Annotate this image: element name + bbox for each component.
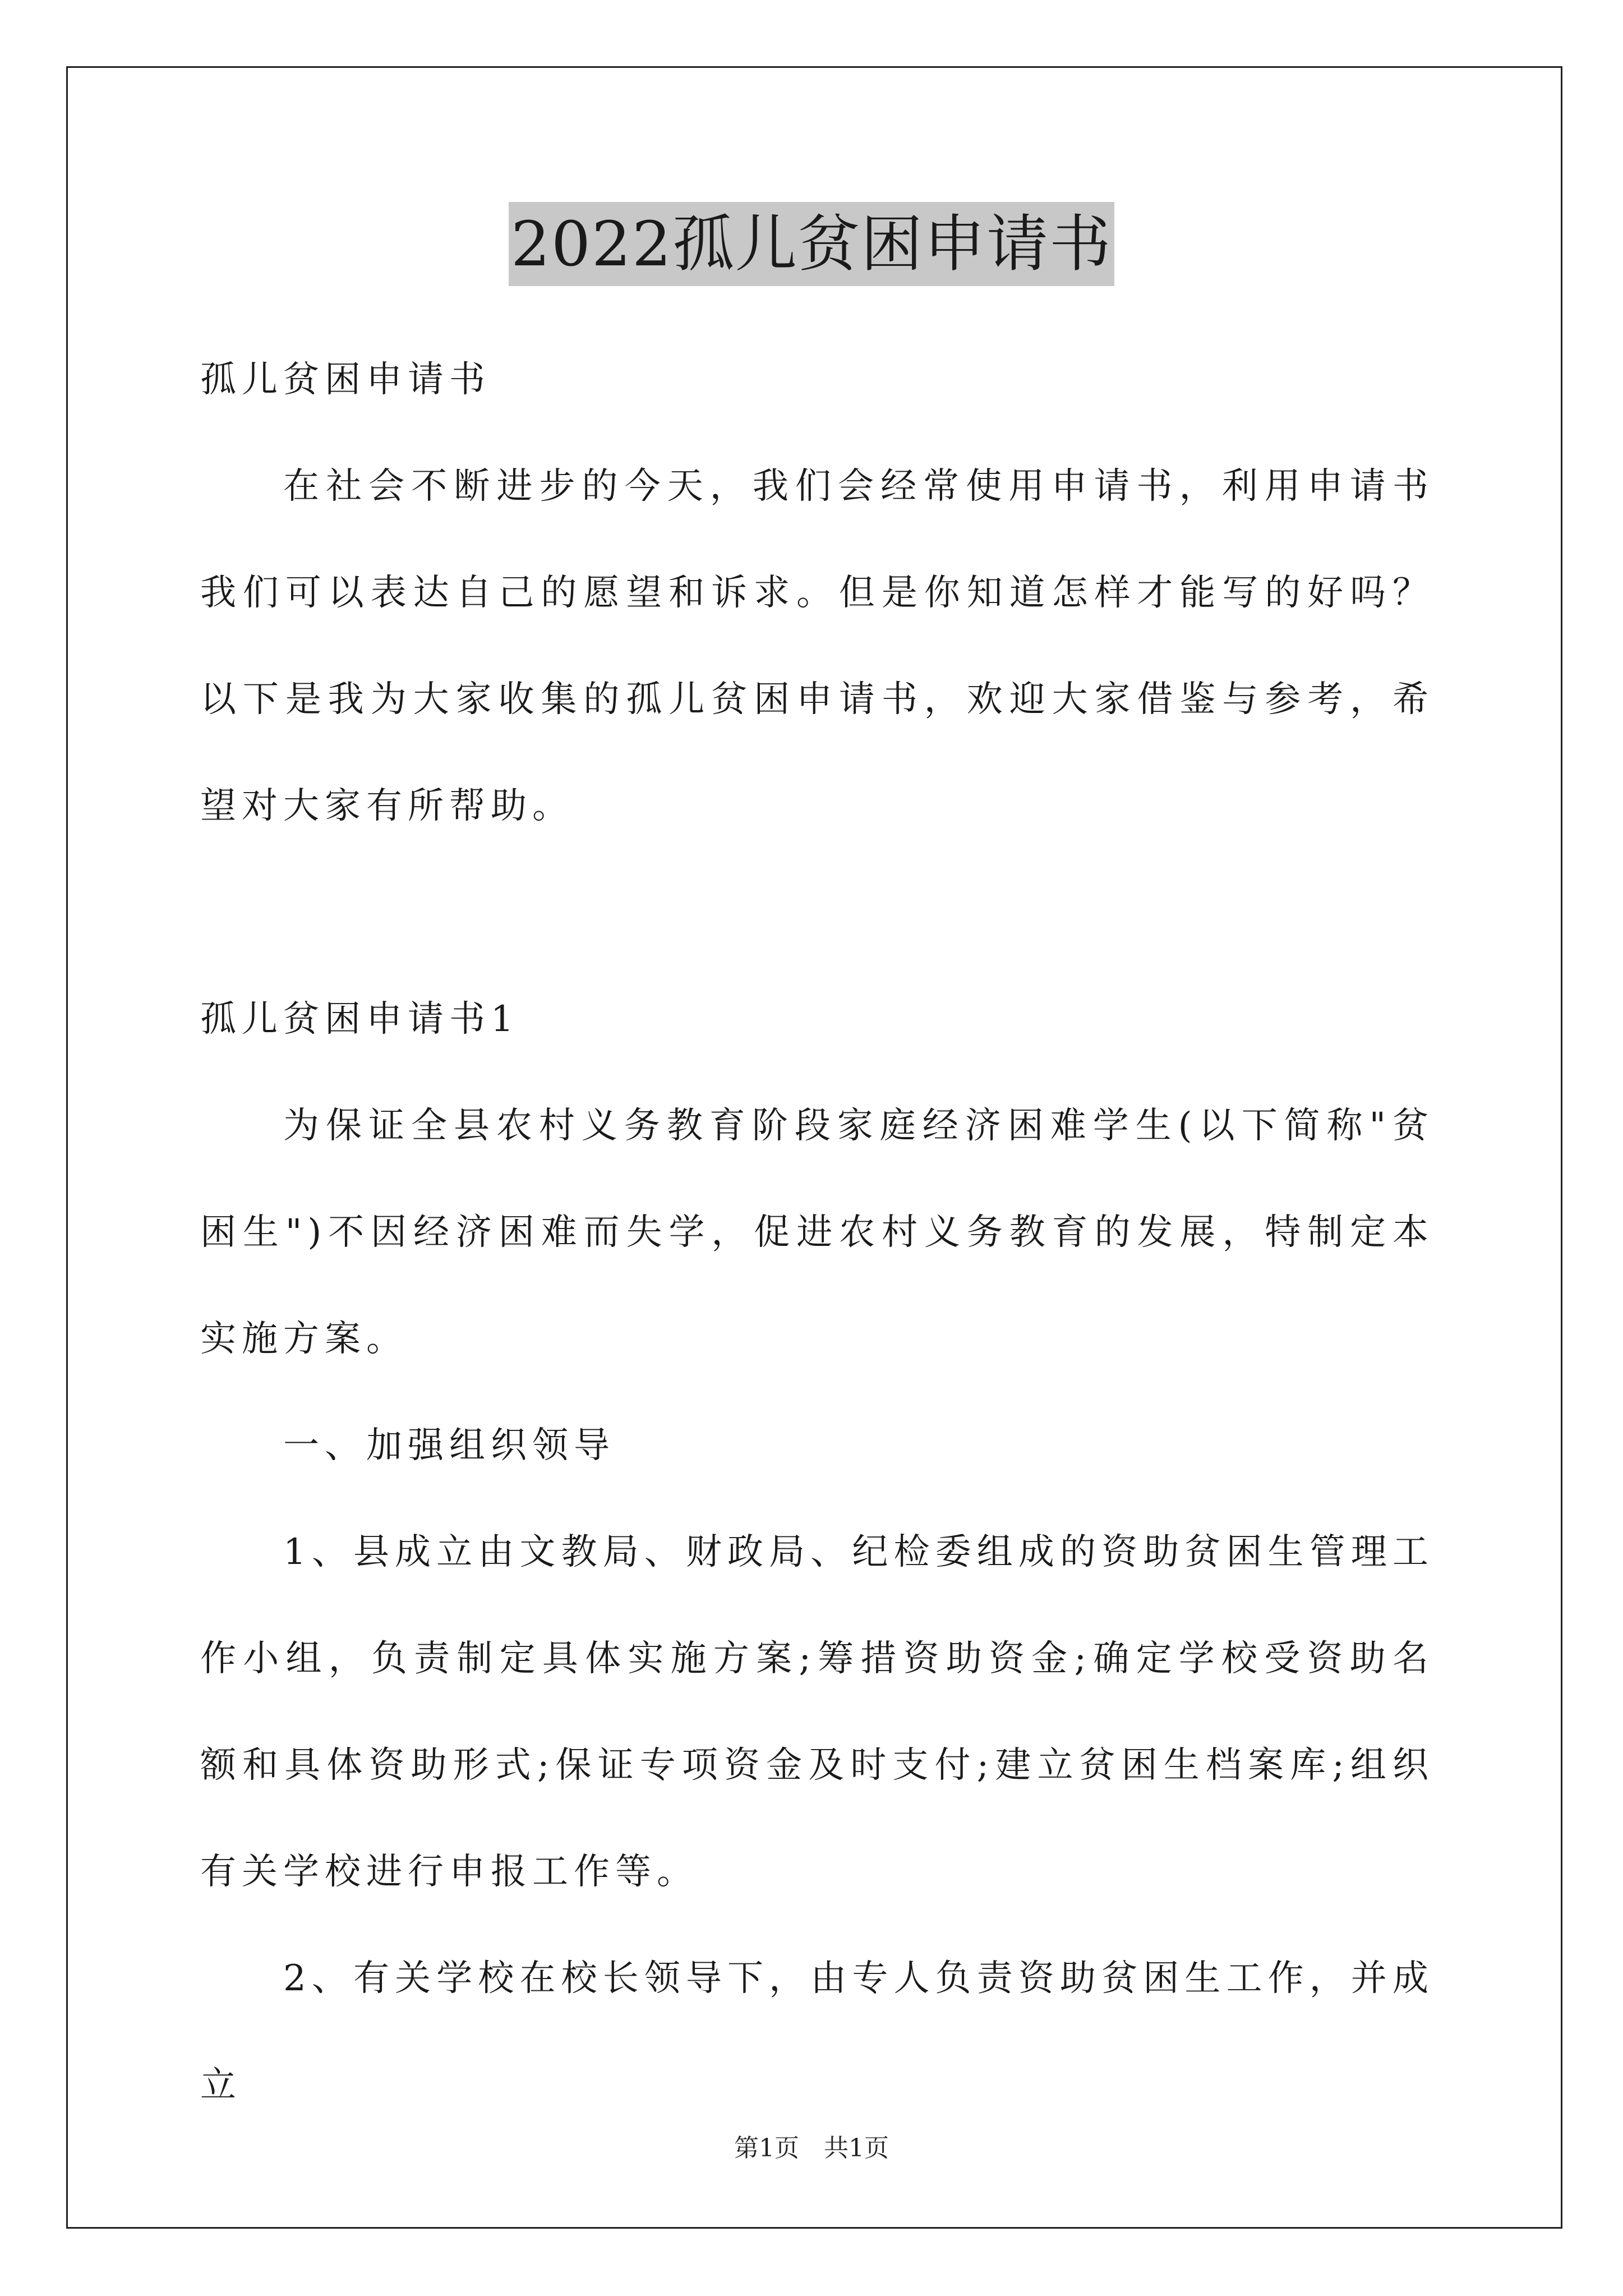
title-container (0, 202, 1623, 286)
intro-paragraph: 在社会不断进步的今天，我们会经常使用申请书，利用申请书我们可以表达自己的愿望和诉求。但是你知道怎样才能写的好吗？以下是我为大家收集的孤儿贫困申请书，欢迎大家借鉴与参考，希望对大家有所帮助。 (200, 466, 1434, 827)
section-heading: 孤儿贫困申请书 (200, 359, 491, 401)
body-paragraph: 为保证全县农村义务教育阶段家庭经济困难学生(以下简称"贫困生")不因经济困难而失学，促进农村义务教育的发展，特制定本实施方案。 (200, 1105, 1434, 1360)
section-heading: 孤儿贫困申请书1 (200, 999, 519, 1040)
document-title: 2022孤儿贫困申请书 (509, 202, 1114, 286)
subsection-heading: 一、加强组织领导 (283, 1425, 615, 1466)
body-paragraph: 1、县成立由文教局、财政局、纪检委组成的资助贫困生管理工作小组，负责制定具体实施方案;筹措资助资金;确定学校受资助名额和具体资助形式;保证专项资金及时支付;建立贫困生档案库;组织有关学校进行申报工作等。 (200, 1531, 1434, 1893)
document-body (200, 326, 1434, 2138)
page-number-footer: 第1页 共1页 (734, 2134, 889, 2162)
body-paragraph: 2、有关学校在校长领导下，由专人负责资助贫困生工作，并成立 (200, 1958, 1434, 2106)
